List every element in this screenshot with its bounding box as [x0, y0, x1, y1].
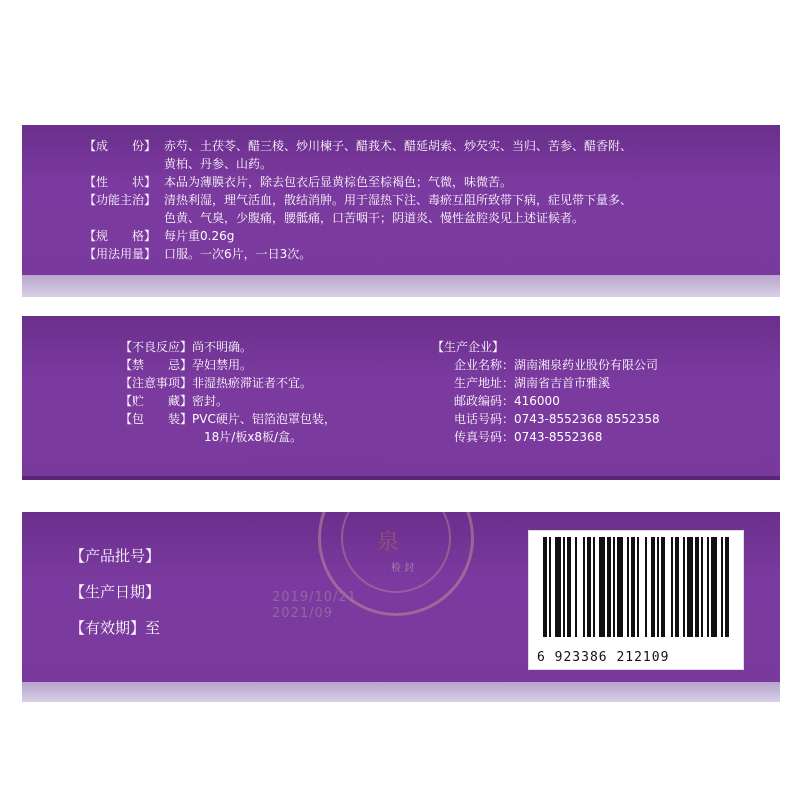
barcode-bar [587, 537, 591, 637]
row-value: 赤芍、土茯苓、醋三棱、炒川楝子、醋莪术、醋延胡索、炒芡实、当归、苦参、醋香附、 [164, 139, 633, 153]
manufacturer-row [454, 392, 560, 410]
row-label: 生产地址： [454, 376, 515, 390]
barcode-bar [555, 537, 561, 637]
ingredients-row [84, 155, 272, 173]
box-edge [22, 476, 780, 480]
barcode-bar [583, 537, 585, 637]
barcode-bar [617, 537, 623, 637]
ingredients-row [84, 137, 632, 155]
manufacturer-row [454, 428, 602, 446]
row-value: 黄柏、丹参、山药。 [164, 157, 273, 171]
manufacturer-row [454, 374, 610, 392]
barcode-bar [593, 537, 595, 637]
row-value: 0743-8552368 [514, 430, 603, 444]
row-value: 清热利湿，理气活血，散结消肿。用于湿热下注、毒瘀互阻所致带下病，症见带下量多、 [164, 193, 633, 207]
manufacturer-row [454, 356, 658, 374]
row-value: 0743-8552368 8552358 [514, 412, 660, 426]
info-row [120, 356, 252, 374]
row-label: 【包 装】 [120, 412, 193, 426]
row-value: 湖南湘泉药业股份有限公司 [514, 358, 659, 372]
barcode-bar [683, 537, 685, 637]
indications-row [84, 191, 632, 209]
ingredients-panel [22, 125, 780, 275]
info-panel [22, 316, 780, 476]
barcode-bar [549, 537, 551, 637]
barcode-bar [661, 537, 665, 637]
info-row [204, 428, 302, 446]
row-label: 企业名称： [454, 358, 515, 372]
row-value: 孕妇禁用。 [192, 358, 253, 372]
barcode-bar [613, 537, 615, 637]
row-value: 非湿热瘀滞证者不宜。 [192, 376, 313, 390]
barcode-bar [567, 537, 571, 637]
barcode-bar [671, 537, 673, 637]
row-value: 色黄、气臭，少腹痛，腰骶痛，口苦咽干；阴道炎、慢性盆腔炎见上述证候者。 [164, 211, 585, 225]
barcode-bar [695, 537, 699, 637]
box-edge [22, 275, 780, 297]
barcode-bar [675, 537, 679, 637]
row-label: 邮政编码： [454, 394, 515, 408]
barcode-bar [725, 537, 729, 637]
specification-row [84, 227, 234, 245]
barcode-bar [687, 537, 693, 637]
barcode-bar [711, 537, 717, 637]
expiry-label: 【有效期】至 [70, 619, 161, 637]
row-label: 【禁 忌】 [120, 358, 193, 372]
barcode-number: 6 923386 212109 [537, 650, 670, 665]
info-row [120, 338, 252, 356]
barcode-bar [721, 537, 723, 637]
row-value: 湖南省吉首市雅溪 [514, 376, 611, 390]
manufacturer-title: 【生产企业】 [432, 340, 505, 354]
row-label: 【用法用量】 [84, 247, 157, 261]
barcode-bar [707, 537, 709, 637]
barcode-bar [701, 537, 703, 637]
barcode-bar [627, 537, 629, 637]
barcode [528, 530, 744, 670]
box-edge [22, 682, 780, 702]
barcode-bar [645, 537, 647, 637]
batch-number-label: 【产品批号】 [70, 547, 161, 565]
row-label: 传真号码： [454, 430, 515, 444]
row-label: 【功能主治】 [84, 193, 157, 207]
row-label: 【成 份】 [84, 139, 157, 153]
barcode-bar [631, 537, 635, 637]
row-value: 口服。一次6片，一日3次。 [164, 247, 312, 261]
row-value: 密封。 [192, 394, 229, 408]
row-label: 【贮 藏】 [120, 394, 193, 408]
production-date-label: 【生产日期】 [70, 583, 161, 601]
barcode-bar [599, 537, 605, 637]
dosage-row [84, 245, 311, 263]
seal-caption: 检 封 [391, 563, 415, 574]
barcode-bars [529, 537, 743, 649]
barcode-bar [563, 537, 565, 637]
expiry-date-stamp: 2021/09 [272, 606, 334, 621]
barcode-bar [657, 537, 659, 637]
row-value: 18片/板x8板/盒。 [204, 430, 303, 444]
barcode-bar [575, 537, 577, 637]
indications-row [84, 209, 584, 227]
seal-character: 泉 [377, 530, 400, 555]
row-label: 【规 格】 [84, 229, 157, 243]
row-value: 416000 [514, 394, 560, 408]
row-value: 本品为薄膜衣片，除去包衣后显黄棕色至棕褐色；气微，味微苦。 [164, 175, 513, 189]
info-row [120, 410, 336, 428]
barcode-bar [637, 537, 639, 637]
production-date-stamp: 2019/10/21 [272, 590, 357, 605]
row-label: 【注意事项】 [120, 376, 193, 390]
barcode-bar [607, 537, 611, 637]
description-row [84, 173, 512, 191]
batch-panel [22, 512, 780, 682]
row-label: 【不良反应】 [120, 340, 193, 354]
info-row [120, 374, 312, 392]
row-value: 每片重0.26g [164, 229, 235, 243]
info-row [120, 392, 228, 410]
manufacturer-row [454, 410, 660, 428]
barcode-bar [543, 537, 547, 637]
row-label: 电话号码： [454, 412, 515, 426]
row-value: 尚不明确。 [192, 340, 253, 354]
barcode-bar [651, 537, 655, 637]
row-value: PVC硬片、铝箔泡罩包装， [192, 412, 336, 426]
row-label: 【性 状】 [84, 175, 157, 189]
